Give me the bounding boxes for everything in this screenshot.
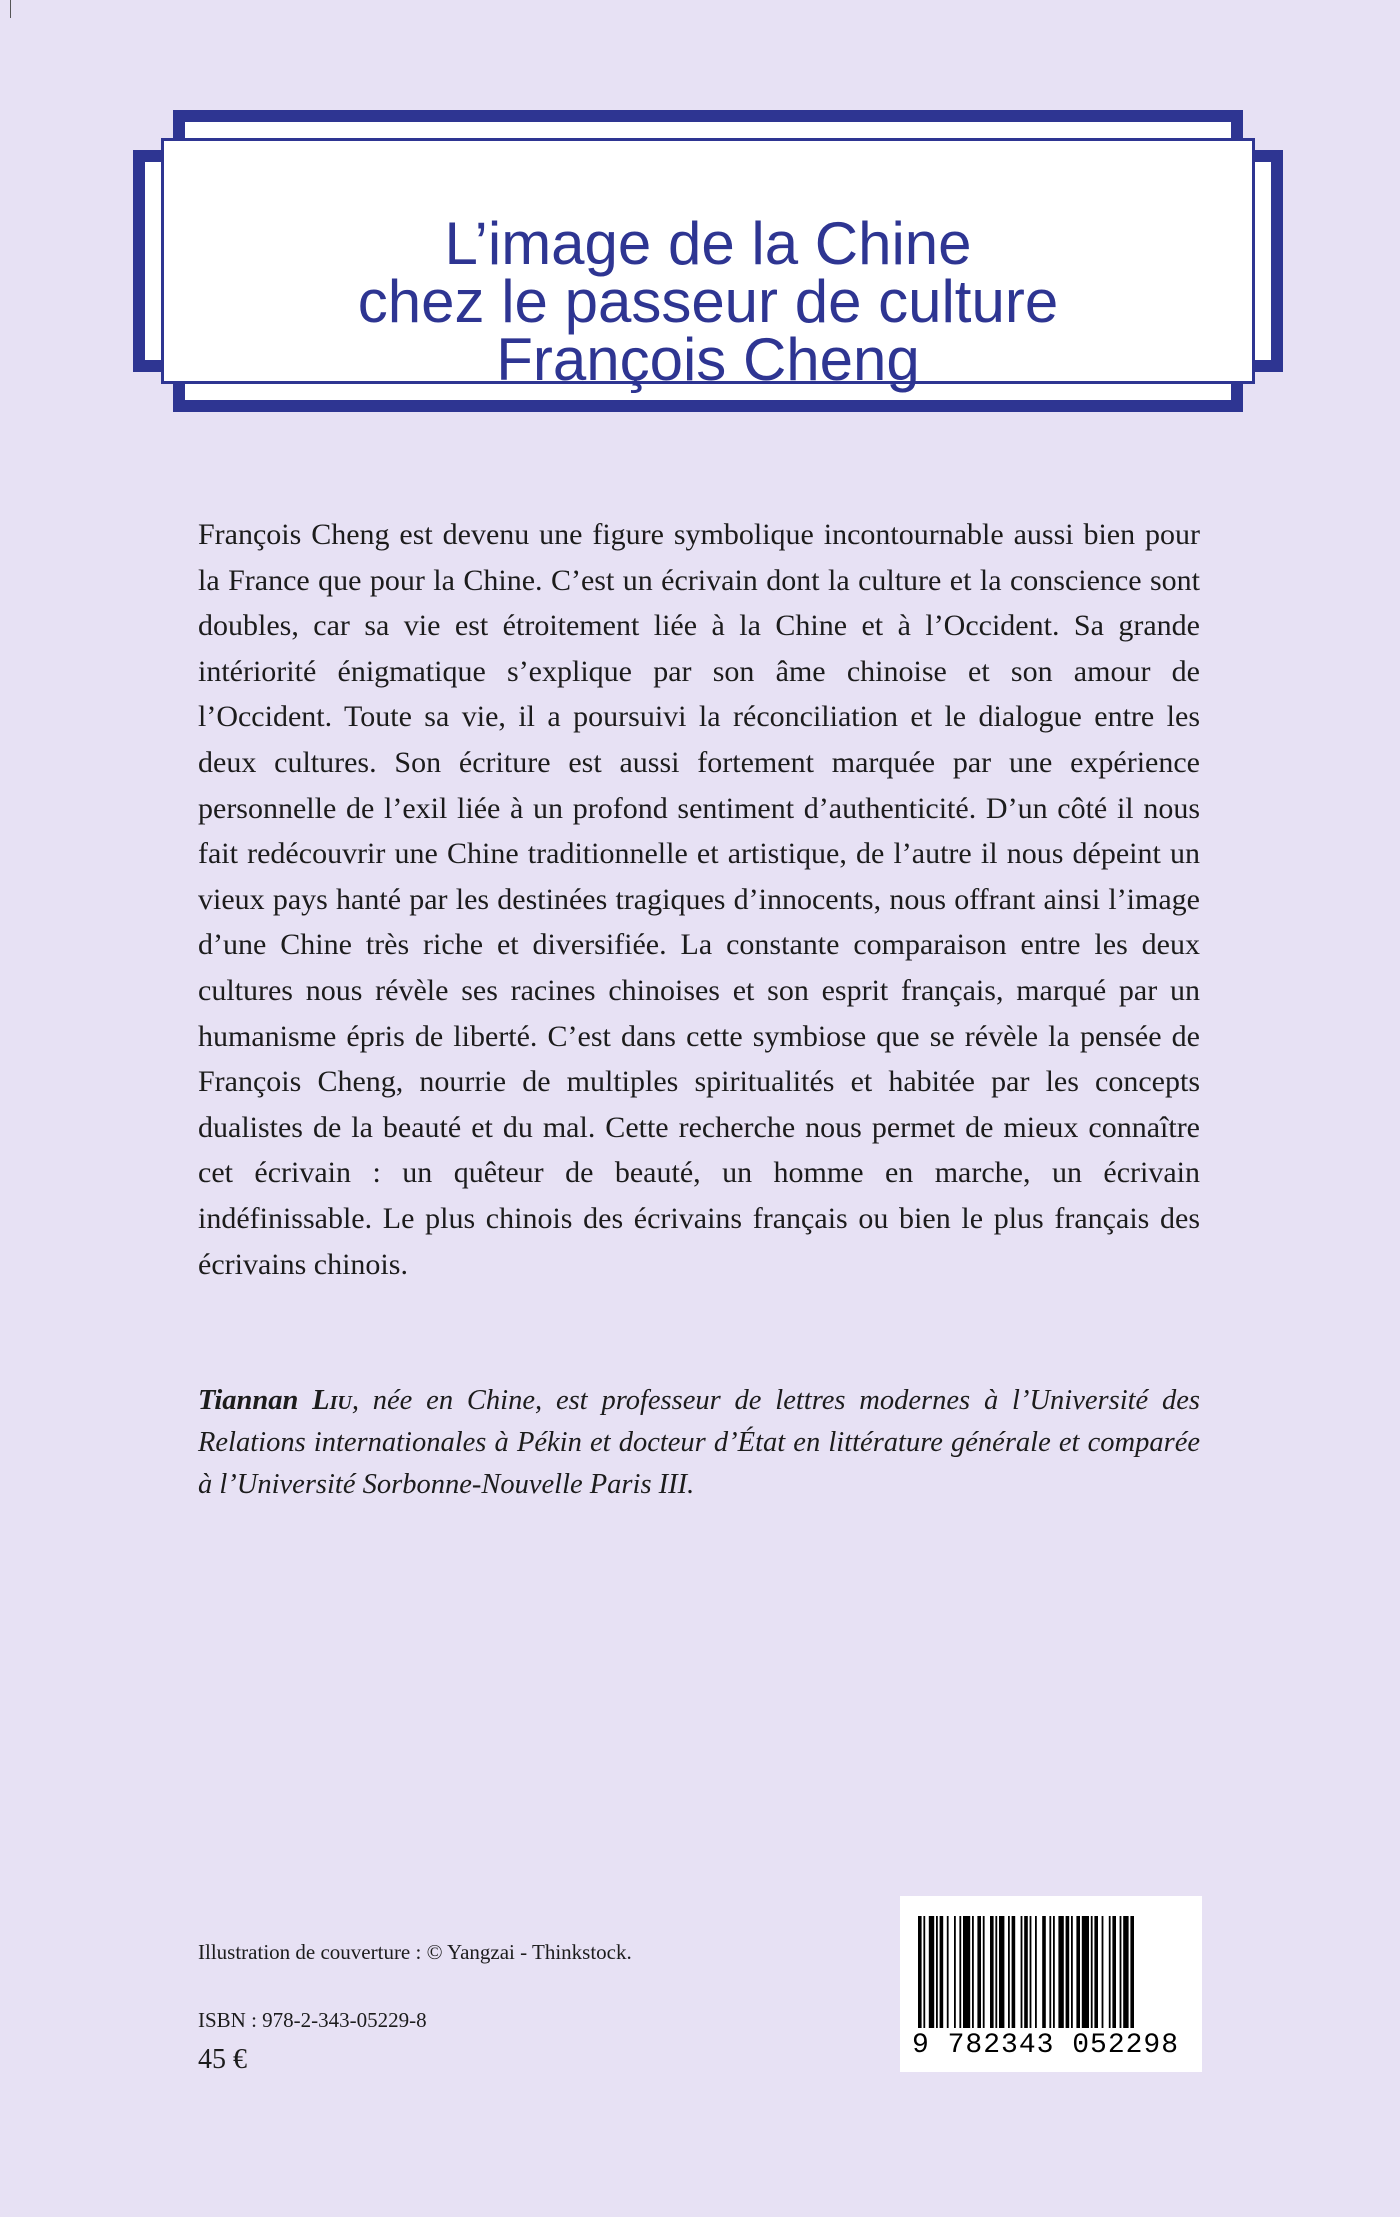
barcode-bar (1008, 1916, 1010, 2028)
barcode-bar (1109, 1916, 1111, 2028)
barcode-bar (923, 1916, 925, 2028)
book-summary: François Cheng est devenu une figure symbolique incontournable aussi bien pour la France que pour la Chine. C’est un écrivain dont la culture et la conscience sont doubles, car sa vie est étroitement liée à la Chine et à l’Occident. Sa grande intériorité énigmatique s’explique par son âme chinoise et son amour de l’Occident. Toute sa vie, il a poursuivi la réconciliation et le dialogue entre les deux cultures. Son écriture est aussi fortement marquée par une expérience personnelle de l’exil liée à un profond sentiment d’authenticité. D’un côté il nous fait redécouvrir une Chine traditionnelle et artistique, de l’autre il nous dépeint un vieux pays hanté par les destinées tragiques d’innocents, nous offrant ainsi l’image d’une Chine très riche et diversifiée. La constante comparaison entre les deux cultures nous révèle ses racines chinoises et son esprit français, marqué par un humanisme épris de liberté. C’est dans cette symbiose que se révèle la pensée de François Cheng, nourrie de multiples spiritualités et habitée par les concepts dualistes de la beauté et du mal. Cette recherche nous permet de mieux connaître cet écrivain : un quêteur de beauté, un homme en marche, un écrivain indéfinissable. Le plus chinois des écrivains français ou bien le plus français des écrivains chinois. (198, 518, 1200, 1281)
crop-mark (10, 0, 11, 18)
barcode-bar (1071, 1916, 1073, 2028)
book-title (170, 210, 1246, 394)
barcode-bar (1091, 1916, 1093, 2028)
cover-credit: Illustration de couverture : © Yangzai - Thinkstock. (198, 1940, 632, 1964)
author-bio-text: , née en Chine, est professeur de lettres modernes à l’Université des Relations internationales à Pékin et docteur d’État en littérature générale et comparée à l’Université Sorbonne-Nouvelle Paris III. (198, 1385, 1201, 1500)
barcode-bar (963, 1916, 970, 2028)
barcode-bar (1120, 1916, 1122, 2028)
barcode-bar (1053, 1916, 1055, 2028)
barcode-bar (1076, 1916, 1080, 2028)
barcode-bar (1035, 1916, 1037, 2028)
barcode-bar (1021, 1916, 1023, 2028)
barcode-bar (1058, 1916, 1063, 2028)
barcode-bar (918, 1916, 922, 2028)
barcode-bar (1066, 1916, 1070, 2028)
author-first-name: Tiannan (198, 1385, 299, 1416)
barcode-bar (990, 1916, 994, 2028)
barcode-bar (1102, 1916, 1104, 2028)
barcode-bar (1049, 1916, 1051, 2028)
barcode-bar (940, 1916, 944, 2028)
price: 45 € (198, 2044, 247, 2075)
barcode-bar (983, 1916, 985, 2028)
barcode-bar (977, 1916, 981, 2028)
barcode-bar (954, 1916, 956, 2028)
title-line-1: L’image de la Chine (444, 210, 972, 278)
barcode-bar (1130, 1916, 1134, 2028)
barcode (900, 1896, 1202, 2072)
author-last-name: Liu (312, 1385, 352, 1416)
barcode-bar (1042, 1916, 1046, 2028)
isbn: ISBN : 978-2-343-05229-8 (198, 2008, 427, 2032)
barcode-bar (1012, 1916, 1016, 2028)
author-bio (198, 1380, 1200, 1506)
barcode-bar (1082, 1916, 1089, 2028)
barcode-bar (1094, 1916, 1098, 2028)
barcode-bars (918, 1916, 1184, 2028)
barcode-bar (972, 1916, 974, 2028)
title-line-3: François Cheng (496, 326, 920, 394)
barcode-digits: 9 782343 052298 (912, 2030, 1180, 2061)
barcode-bar (995, 1916, 997, 2028)
barcode-bar (947, 1916, 949, 2028)
barcode-bar (1123, 1916, 1128, 2028)
barcode-bar (936, 1916, 938, 2028)
barcode-bar (999, 1916, 1004, 2028)
barcode-bar (1112, 1916, 1116, 2028)
barcode-bar (929, 1916, 934, 2028)
barcode-bar (959, 1916, 961, 2028)
author-name (198, 1385, 352, 1416)
title-line-2: chez le passeur de culture (357, 268, 1059, 336)
barcode-bar (1024, 1916, 1028, 2028)
barcode-bar (1030, 1916, 1032, 2028)
